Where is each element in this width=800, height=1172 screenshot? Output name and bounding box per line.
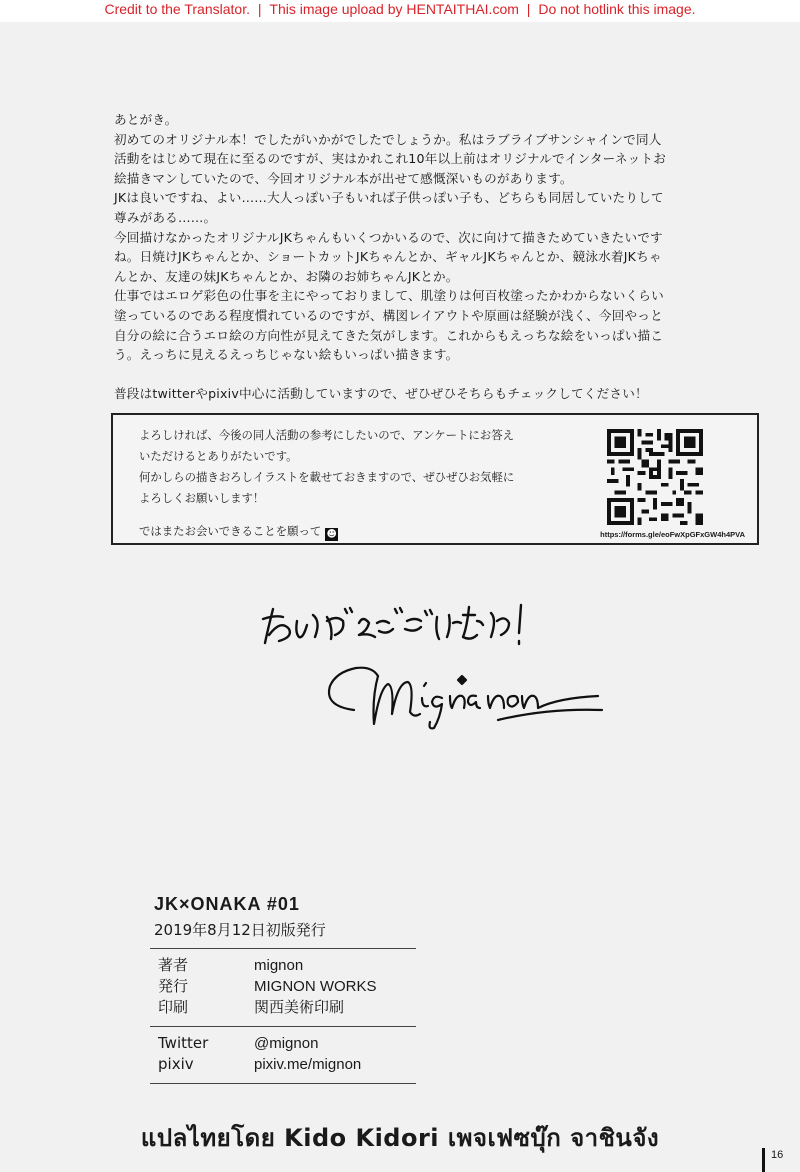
banner-separator: | [526,1,531,17]
page-number: 16 [762,1148,783,1172]
manga-page [0,22,800,1172]
banner-credit-text: Credit to the Translator. [104,1,250,17]
banner-hotlink-text: Do not hotlink this image. [538,1,696,17]
colophon-value: mignon [254,957,304,974]
colophon-title: JK×ONAKA #01 [154,894,300,914]
colophon-row [150,955,420,976]
divider [150,1026,416,1027]
survey-signoff: ではまたお会いできることを願って [139,524,322,538]
afterword-line: あとがき。 [114,112,178,127]
banner-separator: | [257,1,262,17]
survey-line: いただけるとありがたいです。 [139,449,298,463]
afterword-line: 塗っているのである程度慣れているのですが、構図レイアウトや原画は経験が浅く、今回やっと [114,307,663,323]
divider [150,948,416,949]
survey-box [111,413,759,545]
survey-url[interactable]: https://forms.gle/eoFwXpGFxGW4h4PVA [600,530,745,539]
survey-line: よろしくお願いします！ [139,491,265,505]
twitter-handle[interactable]: @mignon [254,1035,319,1052]
colophon-row [150,997,420,1018]
colophon-value: 関西美術印刷 [254,999,345,1016]
signature-mark [318,652,608,732]
survey-signoff-line [139,521,579,542]
afterword-line: 尊みがある……。 [114,209,217,225]
colophon-value: MIGNON WORKS [254,978,377,995]
survey-line: 何かしらの描きおろしイラストを載せておきますので、ぜひぜひお気軽に [139,470,515,484]
colophon-link-row [150,1054,420,1075]
afterword-line: JKは良いですね、よい……大人っぽい子もいれば子供っぽい子も、どちらも同居していたりして [114,190,664,206]
survey-line: よろしければ、今後の同人活動の参考にしたいので、アンケートにお答え [139,428,514,442]
pixiv-link[interactable]: pixiv.me/mignon [254,1056,362,1073]
afterword-line: 活動をはじめて現在に至るのですが、実はかれこれ10年以上前はオリジナルでインターネットお [114,151,666,167]
afterword-line: 初めてのオリジナル本！でしたがいかがでしたでしょうか。私はラブライブサンシャインで同人 [114,131,662,147]
colophon-key: 印刷 [158,998,189,1016]
divider [150,1083,416,1084]
afterword-line: んとか、友達の妹JKちゃんとか、お隣のお姉ちゃんJKとか。 [114,268,459,284]
colophon-key: Twitter [158,1034,209,1052]
colophon [150,894,420,1090]
colophon-key: 著者 [158,956,189,974]
afterword-line: 絵描きマンしていたので、今回オリジナル本が出せて感慨深いものがあります。 [114,170,573,186]
afterword-closing: 普段はtwitterやpixiv中心に活動していますので、ぜひぜひそちらもチェックしてください！ [114,386,648,402]
afterword-line: ね。日焼けJKちゃんとか、ショートカットJKちゃんとか、ギャルJKちゃんとか、競泳水着JKちゃ [114,249,662,265]
afterword-line: う。えっちに見えるえっちじゃない絵もいっぱい描きます。 [114,347,459,363]
banner-upload-text: This image upload by HENTAITHAI.com [269,1,519,17]
colophon-key: pixiv [158,1055,194,1073]
watermark-banner [0,0,800,18]
colophon-row [150,976,420,997]
colophon-date: 2019年8月12日初版発行 [154,921,326,939]
afterword-line: 自分の絵に合うエロ絵の方向性が見えてきた気がします。これからもえっちな絵をいっぱい描こ [114,327,664,343]
translator-credit: แปลไทยโดย Kido Kidori เพจเฟซบุ๊ก จาชินจัง [140,1124,660,1152]
colophon-key: 発行 [158,977,189,995]
afterword-text [114,110,694,404]
afterword-line: 今回描けなかったオリジナルJKちゃんもいくつかいるので、次に向けて描きためていきたいです [114,229,663,245]
thanks-handwriting [255,597,535,657]
smile-icon: ☻ [326,529,337,540]
afterword-line: 仕事ではエロゲ彩色の仕事を主にやっておりまして、肌塗りは何百枚塗ったかわからないくらい [114,288,664,304]
survey-text [139,425,579,542]
qr-code[interactable] [607,429,703,525]
colophon-link-row [150,1033,420,1054]
